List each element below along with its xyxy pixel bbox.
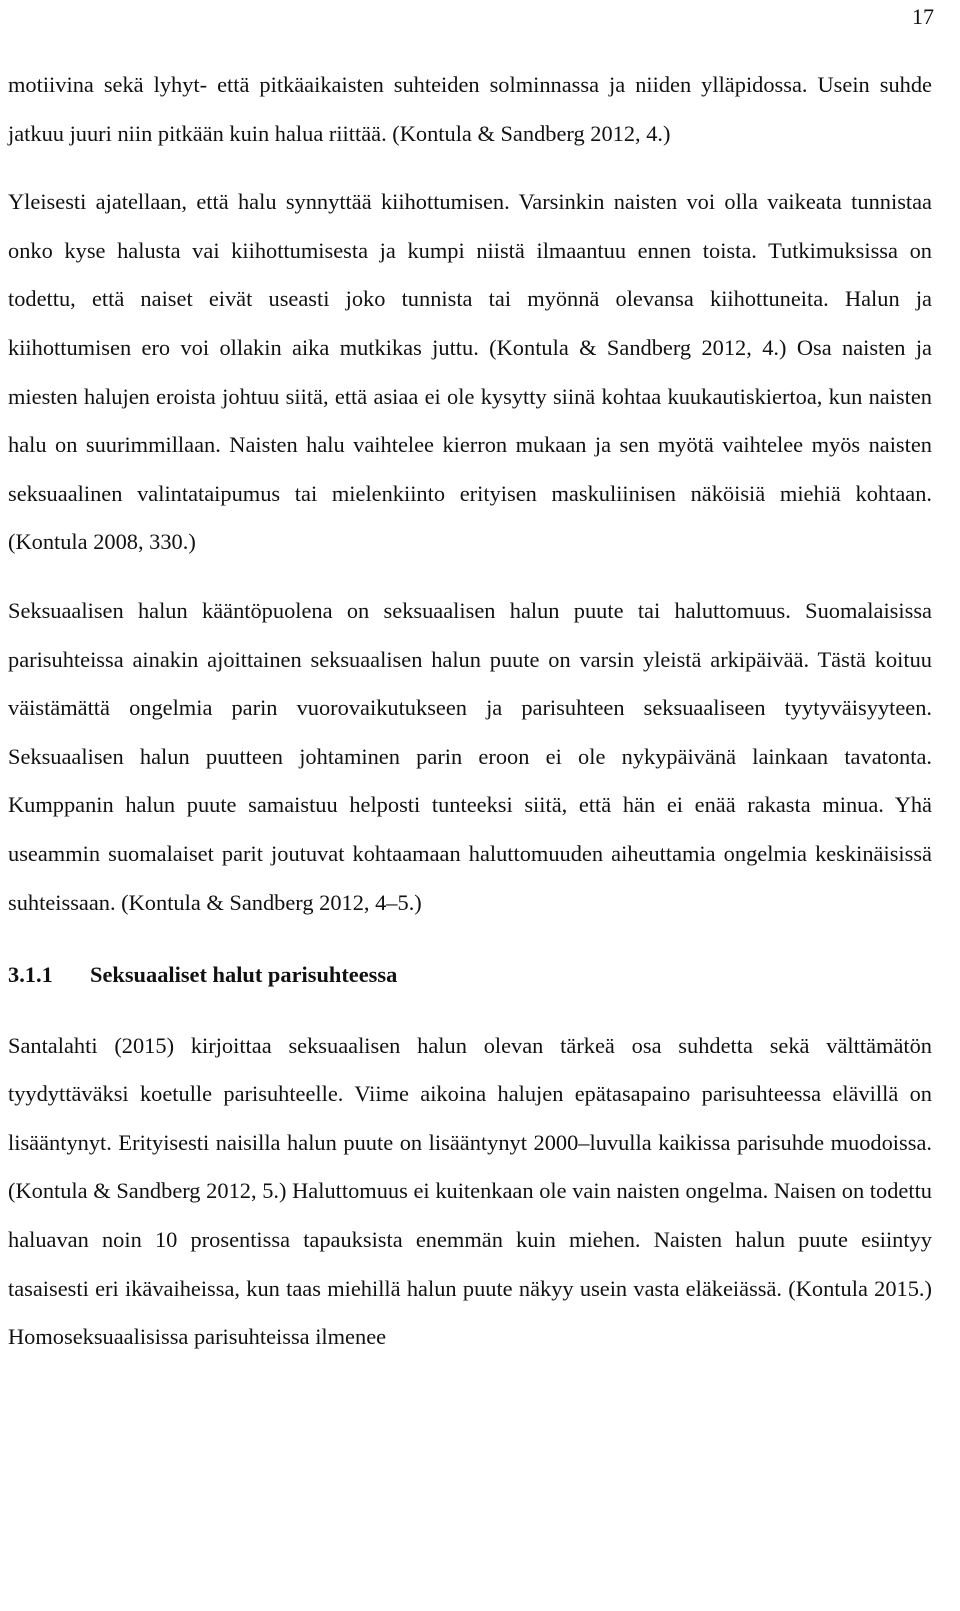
paragraph-2: Yleisesti ajatellaan, että halu synnyttää kiihottumisen. Varsinkin naisten voi olla vaikeata tunnistaa onko kyse halusta vai kiihottumisesta ja kumpi niistä ilmaantuu ennen toista. Tutkimuksissa on todettu, että naiset eivät useasti joko tunnista tai myönnä olevansa kiihottuneita. Halun ja kiihottumisen ero voi ollakin aika mutkikas juttu. (Kontula & Sandberg 2012, 4.) Osa naisten ja miesten halujen eroista johtuu siitä, että asiaa ei ole kysytty siinä kohtaa kuukautiskiertoa, kun naisten halu on suurimmillaan. Naisten halu vaihtelee kierron mukaan ja sen myötä vaihtelee myös naisten seksuaalinen valintataipumus tai mielenkiinto erityisen maskuliinisen näköisiä miehiä kohtaan. (Kontula 2008, 330.) xyxy=(8,189,932,555)
section-heading xyxy=(8,951,932,1000)
page-number: 17 xyxy=(912,4,934,29)
section-number: 3.1.1 xyxy=(8,962,53,988)
paragraph-1: motiivina sekä lyhyt- että pitkäaikaisten suhteiden solminnassa ja niiden ylläpidossa. Usein suhde jatkuu juuri niin pitkään kuin halua riittää. (Kontula & Sandberg 2012, 4.) xyxy=(8,72,932,146)
paragraph-4: Santalahti (2015) kirjoittaa seksuaalisen halun olevan tärkeä osa suhdetta sekä välttämätön tyydyttäväksi koetulle parisuhteelle. Viime aikoina halujen epätasapaino parisuhteessa elävillä on lisääntynyt. Erityisesti naisilla halun puute on lisääntynyt 2000–luvulla kaikissa parisuhde muodoissa. (Kontula & Sandberg 2012, 5.) Haluttomuus ei kuitenkaan ole vain naisten ongelma. Naisen on todettu haluavan noin 10 prosentissa tapauksista enemmän kuin miehen. Naisten halun puute esiintyy tasaisesti eri ikävaiheissa, kun taas miehillä halun puute näkyy usein vasta eläkeiässä. (Kontula 2015.) Homoseksuaalisissa parisuhteissa ilmenee xyxy=(8,1032,932,1350)
document-body xyxy=(8,61,932,1362)
paragraph-3: Seksuaalisen halun kääntöpuolena on seksuaalisen halun puute tai haluttomuus. Suomalaisissa parisuhteissa ainakin ajoittainen seksuaalisen halun puute on varsin yleistä arkipäivää. Tästä koituu väistämättä ongelmia parin vuorovaikutukseen ja parisuhteen seksuaaliseen tyytyväisyyteen. Seksuaalisen halun puutteen johtaminen parin eroon ei ole nykypäivänä lainkaan tavatonta. Kumppanin halun puute samaistuu helposti tunteeksi siitä, että hän ei enää rakasta minua. Yhä useammin suomalaiset parit joutuvat kohtaamaan haluttomuuden aiheuttamia ongelmia keskinäisissä suhteissaan. (Kontula & Sandberg 2012, 4–5.) xyxy=(8,597,932,915)
section-title: Seksuaaliset halut parisuhteessa xyxy=(90,962,398,988)
